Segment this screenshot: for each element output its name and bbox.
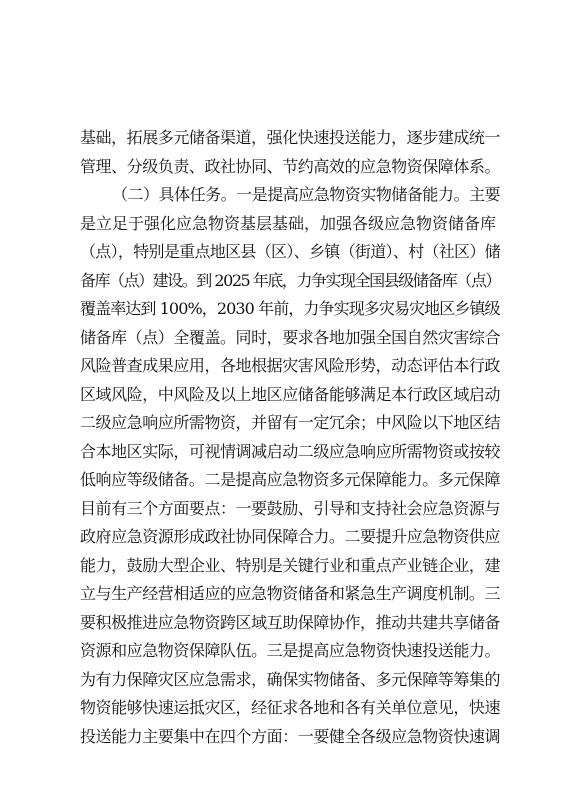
text-line-6: 备库（点）建设。到 2025 年底，力争实现全国县级储备库（点） bbox=[80, 270, 500, 290]
text-line-4: 是立足于强化应急物资基层基础，加强各级应急物资储备库 bbox=[80, 213, 497, 233]
text-line-17: 立与生产经营相适应的应急物资储备和紧急生产调度机制。三 bbox=[80, 584, 501, 603]
text-line-15: 政府应急资源形成政社协同保障合力。二要提升应急物资供应 bbox=[80, 527, 501, 546]
text-line-20: 为有力保障灾区应急需求，确保实物储备、多元保障等筹集的 bbox=[80, 669, 501, 689]
text-line-14: 目前有三个方面要点：一要鼓励、引导和支持社会应急资源与 bbox=[80, 498, 501, 518]
text-line-13: 低响应等级储备。二是提高应急物资多元保障能力。多元保障 bbox=[80, 470, 501, 489]
text-line-8: 储备库（点）全覆盖。同时，要求各地加强全国自然灾害综合 bbox=[80, 327, 501, 347]
text-line-19: 资源和应急物资保障队伍。三是提高应急物资快速投送能力。 bbox=[80, 641, 501, 660]
text-line-2: 管理、分级负责、政社协同、节约高效的应急物资保障体系。 bbox=[80, 156, 501, 176]
text-line-18: 要积极推进应急物资跨区域互助保障协作，推动共建共享储备 bbox=[80, 612, 501, 632]
text-line-1: 基础，拓展多元储备渠道，强化快速投送能力，逐步建成统一 bbox=[80, 128, 501, 147]
text-line-5: （点），特别是重点地区县（区）、乡镇（街道）、村（社区）储 bbox=[80, 242, 500, 261]
text-line-16: 能力，鼓励大型企业、特别是关键行业和重点产业链企业，建 bbox=[80, 555, 501, 575]
text-line-11: 二级应急响应所需物资，并留有一定冗余；中风险以下地区结 bbox=[80, 413, 501, 432]
text-line-21: 物资能够快速运抵灾区，经征求各地和各有关单位意见，快速 bbox=[80, 698, 501, 717]
document-body bbox=[80, 124, 500, 751]
text-line-10: 区域风险，中风险及以上地区应储备能够满足本行政区域启动 bbox=[80, 384, 501, 404]
text-line-12: 合本地区实际，可视情调减启动二级应急响应所需物资或按较 bbox=[80, 441, 501, 461]
text-line-22: 投送能力主要集中在四个方面：一要健全各级应急物资快速调 bbox=[80, 726, 501, 746]
text-line-9: 风险普查成果应用，各地根据灾害风险形势，动态评估本行政 bbox=[80, 356, 501, 375]
text-line-7: 覆盖率达到 100%，2030 年前，力争实现多灾易灾地区乡镇级 bbox=[80, 299, 500, 318]
text-line-3: （二）具体任务。一是提高应急物资实物储备能力。主要 bbox=[112, 185, 501, 204]
